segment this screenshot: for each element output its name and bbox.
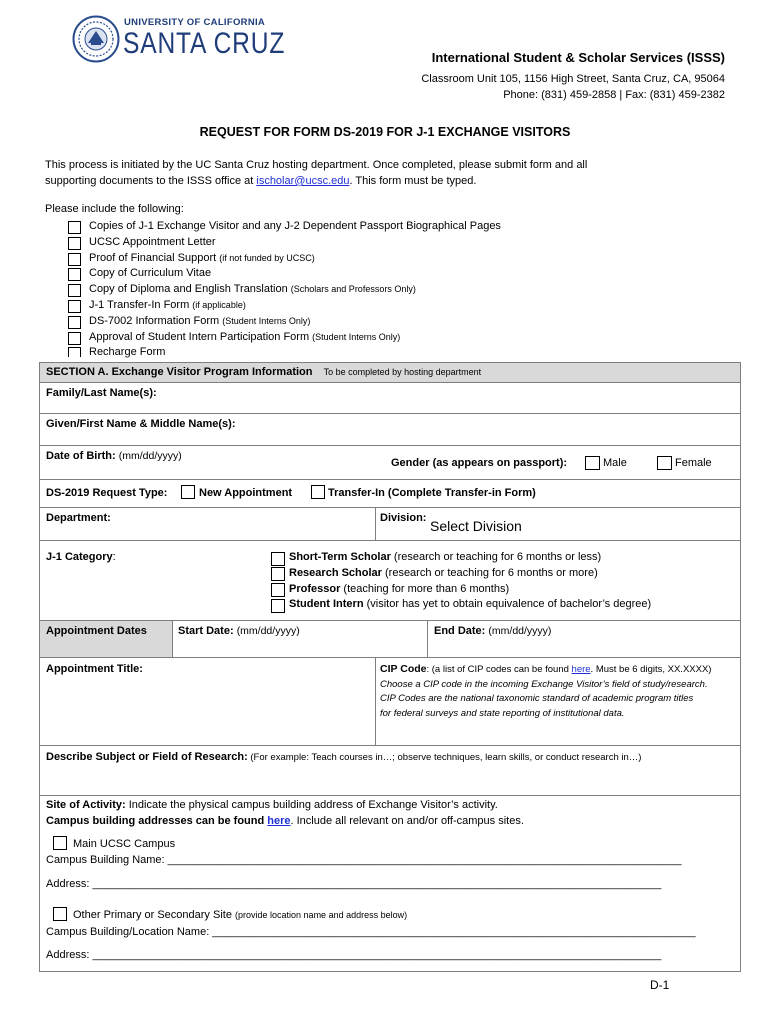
new-appointment-label: New Appointment [199, 487, 293, 499]
campus-addresses-bold: Campus building addresses can be found [46, 815, 268, 827]
checklist-item [89, 299, 246, 311]
j1-category-label: J-1 Category [46, 551, 113, 563]
checklist-item [89, 220, 501, 232]
j1-category-option [289, 583, 509, 595]
main-campus-checkbox[interactable] [53, 836, 67, 850]
checklist-item [89, 267, 211, 279]
checklist-checkbox[interactable] [68, 237, 81, 250]
checklist-checkbox[interactable] [68, 332, 81, 345]
cip-code-block [380, 662, 740, 721]
checklist-item-label: UCSC Appointment Letter [89, 235, 216, 248]
office-address: Classroom Unit 105, 1156 High Street, Santa Cruz, CA, 95064 [421, 73, 725, 85]
j1-category-name: Research Scholar [289, 566, 382, 579]
cip-codes-link[interactable]: here [571, 664, 591, 675]
gender-female-checkbox[interactable] [657, 456, 672, 470]
checklist-item-label: Copy of Curriculum Vitae [89, 267, 212, 280]
isss-email-link[interactable]: ischolar@ucsc.edu [256, 175, 350, 187]
checklist-checkbox[interactable] [68, 284, 81, 297]
gender-label: Gender (as appears on passport): [391, 457, 568, 469]
cip-code-label: CIP Code [380, 663, 427, 675]
checklist-item [89, 331, 400, 343]
page-title: REQUEST FOR FORM DS-2019 FOR J-1 EXCHANGE VISITORS [199, 125, 571, 139]
appointment-title-label: Appointment Title: [46, 663, 143, 675]
checklist-checkbox[interactable] [68, 316, 81, 329]
j1-category-checkbox[interactable] [271, 583, 285, 597]
office-name: International Student & Scholar Services (ISSS) [431, 50, 725, 65]
intro-text [45, 157, 735, 189]
other-site-label: Other Primary or Secondary Site [73, 909, 236, 921]
logo-university-text: UNIVERSITY OF CALIFORNIA [124, 17, 266, 28]
given-name-field[interactable] [40, 429, 740, 445]
university-seal-icon [72, 15, 120, 63]
checklist-item-label: J-1 Transfer-In Form [89, 299, 193, 311]
start-date-label: Start Date: [178, 625, 234, 637]
checklist-item-note: (if not funded by UCSC) [219, 252, 315, 263]
checklist-item-label: Copy of Diploma and English Translation [89, 283, 291, 296]
transfer-in-label: Transfer-In (Complete Transfer-in Form) [328, 487, 536, 499]
gender-male-label: Male [603, 457, 627, 469]
j1-category-checkbox[interactable] [271, 567, 285, 581]
section-a-title: SECTION A. Exchange Visitor Program Information [46, 366, 313, 378]
j1-category-name: Professor [289, 582, 341, 595]
gender-male-checkbox[interactable] [585, 456, 600, 470]
describe-subject-example: (For example: Teach courses in…; observe techniques, learn skills, or conduct research in…) [247, 752, 642, 763]
checklist-checkbox[interactable] [68, 300, 81, 313]
intro-line-2c: . This form must be typed. [349, 175, 477, 187]
checklist-item-label: Approval of Student Intern Participation Form [89, 330, 313, 343]
campus-building-name-field[interactable]: Campus Building Name: ____________________________________________________________________________________ [46, 854, 682, 866]
checklist-item-note: (Student Interns Only) [312, 331, 401, 342]
j1-category-option [289, 598, 651, 610]
appointment-title-field[interactable] [44, 676, 372, 742]
cip-code-text-b: . Must be 6 digits, XX.XXXX) [590, 664, 712, 675]
cip-code-text-a: : (a list of CIP codes can be found [426, 664, 572, 675]
checklist-checkbox[interactable] [68, 268, 81, 281]
dob-label-group [46, 450, 182, 462]
dob-field[interactable] [44, 463, 374, 477]
cip-italic-1: Choose a CIP code in the incoming Exchange Visitor’s field of study/research. [380, 678, 708, 690]
gender-female-label: Female [675, 457, 712, 469]
j1-category-name: Short-Term Scholar [289, 551, 391, 563]
site-of-activity-text: Indicate the physical campus building address of Exchange Visitor’s activity. [125, 799, 498, 811]
section-a-heading [46, 366, 481, 378]
checklist-item [89, 315, 310, 327]
cip-italic-3: for federal surveys and state reporting of institutional data. [380, 707, 625, 719]
given-name-label: Given/First Name & Middle Name(s): [46, 418, 236, 430]
ucsc-logo [72, 14, 286, 66]
intro-line-1: This process is initiated by the UC Santa Cruz hosting department. Once completed, please submit form and all [45, 159, 588, 171]
j1-category-group [46, 551, 116, 563]
checklist-item [89, 346, 165, 358]
campus-addresses-link[interactable]: here [267, 815, 291, 827]
end-date-format: (mm/dd/yyyy) [488, 625, 552, 637]
checklist-item-note: (if applicable) [192, 300, 246, 310]
site-of-activity-line [46, 799, 498, 811]
end-date-group [434, 625, 551, 637]
department-label: Department: [46, 512, 111, 524]
other-site-checkbox[interactable] [53, 907, 67, 921]
checklist-checkbox[interactable] [68, 221, 81, 234]
other-site-group [73, 909, 407, 921]
family-name-field[interactable] [40, 397, 740, 413]
campus-addresses-line [46, 815, 524, 827]
checklist-item-label: DS-7002 Information Form [89, 314, 223, 327]
logo-campus-text: SANTA CRUZ [123, 27, 286, 60]
checklist-item-label: Copies of J-1 Exchange Visitor and any J-2 Dependent Passport Biographical Pages [89, 220, 501, 232]
checklist-item-label: Proof of Financial Support [89, 251, 220, 264]
j1-category-desc: (teaching for more than 6 months) [340, 582, 510, 595]
j1-category-name: Student Intern [289, 598, 364, 611]
start-date-field[interactable] [176, 639, 424, 654]
checklist-checkbox[interactable] [68, 347, 81, 357]
j1-category-checkbox[interactable] [271, 552, 285, 566]
j1-category-desc: (visitor has yet to obtain equivalence of bachelor’s degree) [363, 598, 652, 611]
other-site-address-field[interactable]: Address: _____________________________________________________________________________________________ [46, 949, 662, 961]
campus-location-name-field[interactable]: Campus Building/Location Name: _______________________________________________________________________________ [46, 926, 696, 938]
page-code: D-1 [650, 978, 670, 992]
checklist-item-label: Recharge Form [89, 346, 166, 359]
section-a-note: To be completed by hosting department [323, 367, 482, 377]
j1-category-option [289, 551, 601, 563]
division-label: Division: [380, 512, 427, 524]
j1-category-desc: (research or teaching for 6 months or more) [381, 566, 598, 579]
dob-label: Date of Birth: [46, 450, 116, 462]
cip-italic-2: CIP Codes are the national taxonomic standard of academic program titles [380, 693, 694, 704]
main-campus-address-field[interactable]: Address: _____________________________________________________________________________________________ [46, 878, 662, 890]
checklist-item [89, 236, 216, 248]
start-date-group [178, 625, 300, 637]
end-date-label: End Date: [434, 625, 486, 637]
j1-category-colon: : [112, 551, 116, 563]
transfer-in-checkbox[interactable] [311, 485, 325, 499]
site-of-activity-label: Site of Activity: [46, 799, 126, 811]
start-date-format: (mm/dd/yyyy) [236, 625, 300, 637]
ds-request-label: DS-2019 Request Type: [46, 487, 168, 499]
j1-category-checkbox[interactable] [271, 599, 285, 613]
describe-subject-label: Describe Subject or Field of Research: [46, 751, 248, 763]
include-heading: Please include the following: [45, 203, 184, 215]
dob-format: (mm/dd/yyyy) [118, 450, 182, 462]
intro-line-2a: supporting documents to the ISSS office at [45, 175, 257, 187]
cip-code-line [380, 662, 740, 678]
checklist-item [89, 283, 416, 295]
family-name-label: Family/Last Name(s): [46, 387, 157, 399]
other-site-note: (provide location name and address below) [235, 910, 408, 920]
end-date-field[interactable] [432, 639, 737, 654]
campus-addresses-rest: . Include all relevant on and/or off-campus sites. [290, 815, 524, 827]
checklist-item-note: (Scholars and Professors Only) [290, 284, 416, 295]
j1-category-option [289, 567, 598, 579]
department-field[interactable] [44, 524, 372, 538]
checklist-item-note: (Student Interns Only) [222, 315, 311, 326]
j1-category-desc: (research or teaching for 6 months or less) [390, 551, 602, 563]
describe-subject-field[interactable] [44, 765, 738, 793]
checklist-item [89, 252, 315, 264]
main-campus-label: Main UCSC Campus [73, 838, 176, 850]
appointment-dates-label: Appointment Dates [46, 625, 147, 637]
describe-subject-group [46, 751, 641, 763]
new-appointment-checkbox[interactable] [181, 485, 195, 499]
office-phone: Phone: (831) 459-2858 | Fax: (831) 459-2382 [503, 89, 725, 101]
checklist-checkbox[interactable] [68, 253, 81, 266]
division-select[interactable]: Select Division [430, 518, 522, 534]
intro-line-2 [45, 173, 735, 189]
